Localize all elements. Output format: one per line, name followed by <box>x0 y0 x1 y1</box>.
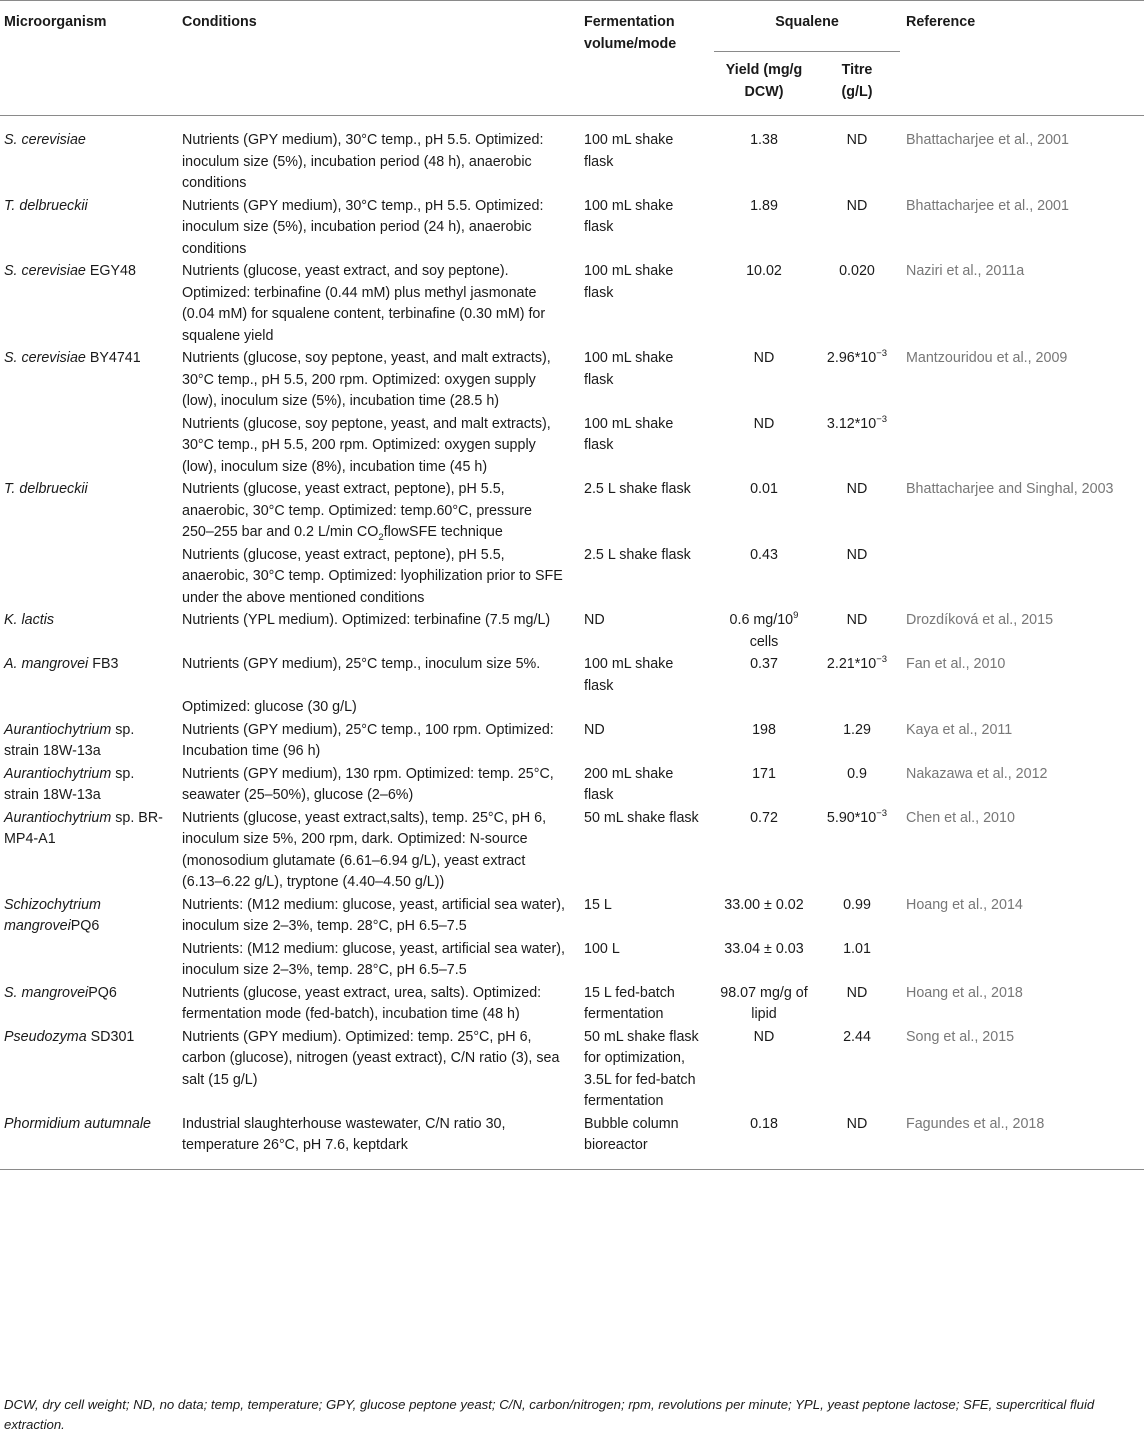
organism-name: A. mangrovei <box>4 656 89 672</box>
cell-microorganism <box>0 479 170 545</box>
cell-microorganism <box>0 610 170 654</box>
cell-yield: 33.00 ± 0.02 <box>724 896 804 913</box>
cell-reference[interactable] <box>900 939 1144 983</box>
yield-value: 0.6 mg/10 <box>729 612 794 628</box>
header-conditions: Conditions <box>182 14 257 30</box>
cell-microorganism <box>0 720 170 764</box>
cell-yield: 10.02 <box>746 263 782 279</box>
cell-fermentation: 100 mL shake flask <box>584 197 674 235</box>
organism-strain: sp. BR-MP4-A1 <box>4 809 163 847</box>
cell-yield: ND <box>753 1028 775 1045</box>
cell-reference[interactable]: Bhattacharjee et al., 2001 <box>906 132 1069 148</box>
cell-yield: 0.72 <box>750 809 778 826</box>
cell-fermentation: 15 L <box>584 896 612 913</box>
cell-fermentation: 50 mL shake flask <box>584 809 699 826</box>
table-row <box>0 545 1144 611</box>
titre-value: 0.020 <box>839 263 875 279</box>
organism-name: Aurantiochytrium <box>4 765 112 782</box>
table-row <box>0 1027 1144 1114</box>
cell-yield: 98.07 mg/g of lipid <box>720 984 808 1022</box>
organism-name: T. delbrueckii <box>4 197 88 214</box>
titre-exponent: −3 <box>876 413 888 425</box>
organism-name: S. cerevisiae <box>4 263 86 279</box>
organism-name: S. cerevisiae <box>4 132 86 148</box>
cell-microorganism <box>0 808 170 895</box>
cell-fermentation: 2.5 L shake flask <box>584 546 691 563</box>
table-row <box>0 983 1144 1027</box>
organism-name: T. delbrueckii <box>4 481 88 497</box>
cell-microorganism <box>0 196 170 262</box>
titre-exponent: −3 <box>876 348 888 359</box>
table-row <box>0 808 1144 895</box>
cell-microorganism <box>0 1114 170 1170</box>
header-yield: Yield (mg/g DCW) <box>725 62 803 100</box>
organism-strain: EGY48 <box>85 263 136 279</box>
cell-conditions: Industrial slaughterhouse wastewater, C/N ratio 30, temperature 26°C, pH 7.6, keptdark <box>182 1115 506 1153</box>
cell-titre <box>814 720 900 764</box>
cell-fermentation: 50 mL shake flask for optimization, 3.5L for fed-batch fermentation <box>584 1028 699 1109</box>
cell-reference[interactable]: Naziri et al., 2011a <box>906 263 1025 279</box>
titre-value: ND <box>846 1115 868 1132</box>
table-row <box>0 1114 1144 1170</box>
cell-fermentation: 100 mL shake flask <box>584 350 674 388</box>
cell-conditions: Nutrients (glucose, yeast extract, peptone), pH 5.5, anaerobic, 30°C temp. Optimized: lyophilization prior to SFE under the above mentioned conditions <box>182 546 563 606</box>
conditions-text: Optimized: glucose (30 g/L) <box>182 699 357 715</box>
table-row <box>0 764 1144 808</box>
cell-fermentation: ND <box>584 612 605 628</box>
cell-conditions: Nutrients (GPY medium), 130 rpm. Optimized: temp. 25°C, seawater (25–50%), glucose (2–6%) <box>182 765 554 803</box>
cell-titre <box>814 654 900 720</box>
table-row <box>0 720 1144 764</box>
cell-titre <box>814 808 900 895</box>
titre-value: 2.21*10 <box>826 656 877 672</box>
cell-fermentation: 15 L fed-batch fermentation <box>584 984 675 1022</box>
titre-value: ND <box>846 481 868 497</box>
cell-microorganism <box>0 348 170 414</box>
table-row <box>0 348 1144 414</box>
cell-reference[interactable]: Kaya et al., 2011 <box>906 721 1013 738</box>
organism-strain: PQ6 <box>88 984 117 1001</box>
cell-fermentation: 100 mL shake flask <box>584 263 674 301</box>
table-row <box>0 939 1144 983</box>
cell-titre <box>814 1114 900 1170</box>
cell-reference[interactable]: Hoang et al., 2014 <box>906 896 1023 913</box>
table-row <box>0 414 1144 480</box>
cell-reference[interactable]: Drozdíková et al., 2015 <box>906 612 1054 628</box>
header-fermentation: Fermentation volume/mode <box>584 14 677 52</box>
cell-yield <box>714 610 814 654</box>
cell-conditions: Nutrients (GPY medium). Optimized: temp. 25°C, pH 6, carbon (glucose), nitrogen (yeast extract), C/N ratio (3), sea salt (15 g/L) <box>182 1028 560 1088</box>
cell-titre <box>814 414 900 480</box>
cell-reference[interactable]: Hoang et al., 2018 <box>906 984 1023 1001</box>
cell-yield: 1.89 <box>750 197 778 214</box>
titre-value: ND <box>846 197 868 214</box>
cell-conditions: Nutrients: (M12 medium: glucose, yeast, artificial sea water), inoculum size 2–3%, temp. 28°C, pH 6.5–7.5 <box>182 896 565 934</box>
titre-value: ND <box>846 132 868 148</box>
titre-value: ND <box>846 546 868 563</box>
cell-titre <box>814 610 900 654</box>
cell-conditions: Nutrients (glucose, soy peptone, yeast, and malt extracts), 30°C temp., pH 5.5, 200 rpm. Optimized: oxygen supply (low), inoculum size (5%), incubation time (28.5 h) <box>182 350 551 409</box>
cell-conditions: Nutrients (glucose, yeast extract, urea, salts). Optimized: fermentation mode (fed-batch), incubation time (48 h) <box>182 984 542 1022</box>
conditions-text: Nutrients (glucose, yeast extract, peptone), pH 5.5, anaerobic, 30°C temp. Optimized: temp.60°C, pressure 250–255 bar and 0.2 L/min CO <box>182 481 532 540</box>
titre-value: ND <box>846 984 868 1001</box>
cell-titre <box>814 348 900 414</box>
organism-name: Phormidium autumnale <box>4 1115 152 1132</box>
cell-microorganism <box>0 545 170 611</box>
table-row <box>0 261 1144 348</box>
table-row <box>0 196 1144 262</box>
cell-yield: 0.43 <box>750 546 778 563</box>
cell-fermentation: 100 L <box>584 940 620 957</box>
titre-value: 5.90*10 <box>826 809 877 826</box>
cell-conditions: Nutrients (GPY medium), 25°C temp., 100 rpm. Optimized: Incubation time (96 h) <box>182 721 554 759</box>
cell-microorganism <box>0 261 170 348</box>
table-row <box>0 654 1144 720</box>
header-titre: Titre (g/L) <box>841 62 873 100</box>
cell-yield: 0.18 <box>750 1115 778 1132</box>
table-row <box>0 895 1144 939</box>
cell-microorganism <box>0 895 170 939</box>
cell-fermentation: 100 mL shake flask <box>584 132 674 170</box>
conditions-text: Nutrients (GPY medium), 25°C temp., inoculum size 5%. <box>182 656 541 672</box>
cell-reference[interactable]: Mantzouridou et al., 2009 <box>906 350 1068 366</box>
table-row <box>0 610 1144 654</box>
header-reference: Reference <box>906 14 976 30</box>
cell-reference[interactable]: Fan et al., 2010 <box>906 656 1006 672</box>
organism-strain: PQ6 <box>70 918 100 934</box>
cell-titre <box>814 895 900 939</box>
subscript: 2 <box>378 532 384 543</box>
cell-titre <box>814 545 900 611</box>
organism-name: Aurantiochytrium <box>4 721 112 738</box>
organism-name: Schizochytrium mangrovei <box>4 896 101 934</box>
cell-reference[interactable]: Chen et al., 2010 <box>906 809 1015 826</box>
cell-conditions: Nutrients (glucose, yeast extract,salts), temp. 25°C, pH 6, inoculum size 5%, 200 rpm, dark. Optimized: N-source (monosodium glutamate (6.61–6.94 g/L), yeast extract (6.13–6.22 g/L), tryptone (4.40–4.50 g/L)) <box>182 809 547 890</box>
cell-fermentation: 2.5 L shake flask <box>584 481 691 497</box>
cell-fermentation: 100 mL shake flask <box>584 656 674 694</box>
titre-value: 0.9 <box>847 765 867 782</box>
cell-microorganism <box>0 116 170 196</box>
titre-exponent: −3 <box>876 807 888 819</box>
cell-titre <box>814 196 900 262</box>
cell-microorganism <box>0 414 170 480</box>
cell-titre <box>814 939 900 983</box>
cell-titre <box>814 479 900 545</box>
cell-conditions <box>170 654 574 720</box>
cell-conditions: Nutrients (glucose, yeast extract, and soy peptone). Optimized: terbinafine (0.44 mM) plus methyl jasmonate (0.04 mM) for squalene content, terbinafine (0.30 mM) for squalene yield <box>182 263 546 344</box>
cell-reference[interactable]: Song et al., 2015 <box>906 1028 1015 1045</box>
cell-yield: 1.38 <box>750 132 778 148</box>
cell-conditions <box>170 479 574 545</box>
cell-conditions: Nutrients (GPY medium), 30°C temp., pH 5.5. Optimized: inoculum size (5%), incubation period (48 h), anaerobic conditions <box>182 132 544 191</box>
cell-fermentation: ND <box>584 721 605 738</box>
table-body <box>0 116 1144 1170</box>
cell-reference[interactable]: Nakazawa et al., 2012 <box>906 765 1048 782</box>
cell-fermentation: 100 mL shake flask <box>584 415 674 453</box>
cell-yield: ND <box>753 415 775 432</box>
titre-value: 2.96*10 <box>826 350 877 366</box>
titre-value: 1.29 <box>843 721 871 738</box>
organism-name: K. lactis <box>4 612 55 628</box>
cell-yield: 0.37 <box>750 656 778 672</box>
cell-fermentation: 200 mL shake flask <box>584 765 674 803</box>
titre-value: 1.01 <box>843 940 871 957</box>
cell-reference[interactable] <box>900 545 1144 611</box>
header-microorganism: Microorganism <box>4 14 107 30</box>
conditions-text: flowSFE technique <box>383 524 503 540</box>
cell-yield: ND <box>753 350 775 366</box>
header-row-1 <box>0 1 1144 52</box>
cell-microorganism <box>0 654 170 720</box>
cell-titre <box>814 764 900 808</box>
cell-yield: 171 <box>752 765 776 782</box>
titre-value: 0.99 <box>843 896 871 913</box>
organism-name: Aurantiochytrium <box>4 809 112 826</box>
cell-reference[interactable] <box>900 414 1144 480</box>
titre-value: 3.12*10 <box>826 415 877 432</box>
cell-microorganism <box>0 764 170 808</box>
organism-name: S. cerevisiae <box>4 350 86 366</box>
titre-value: ND <box>846 612 868 628</box>
organism-strain: sp. strain 18W-13a <box>4 721 135 759</box>
cell-microorganism <box>0 1027 170 1114</box>
yield-unit: cells <box>749 633 779 650</box>
cell-microorganism <box>0 983 170 1027</box>
cell-reference[interactable]: Bhattacharjee et al., 2001 <box>906 197 1069 214</box>
cell-yield: 33.04 ± 0.03 <box>724 940 804 957</box>
titre-exponent: −3 <box>876 654 888 665</box>
header-squalene: Squalene <box>714 1 900 52</box>
cell-reference[interactable]: Fagundes et al., 2018 <box>906 1115 1045 1132</box>
table-row <box>0 479 1144 545</box>
organism-strain: SD301 <box>86 1028 135 1045</box>
organism-name: Pseudozyma <box>4 1028 87 1045</box>
organism-strain: BY4741 <box>85 350 141 366</box>
organism-name: S. mangrovei <box>4 984 89 1001</box>
table-row <box>0 116 1144 196</box>
cell-conditions: Nutrients: (M12 medium: glucose, yeast, artificial sea water), inoculum size 2–3%, temp. 28°C, pH 6.5–7.5 <box>182 940 565 978</box>
organism-strain: sp. strain 18W-13a <box>4 765 135 803</box>
cell-titre <box>814 983 900 1027</box>
cell-yield: 0.01 <box>750 481 778 497</box>
cell-conditions: Nutrients (YPL medium). Optimized: terbinafine (7.5 mg/L) <box>182 612 551 628</box>
cell-conditions: Nutrients (GPY medium), 30°C temp., pH 5.5. Optimized: inoculum size (5%), incubation period (24 h), anaerobic conditions <box>182 197 544 257</box>
cell-titre <box>814 116 900 196</box>
titre-value: 2.44 <box>843 1028 871 1045</box>
spacer <box>182 676 566 698</box>
cell-titre <box>814 261 900 348</box>
cell-titre <box>814 1027 900 1114</box>
organism-strain: FB3 <box>88 656 119 672</box>
table-footnote: DCW, dry cell weight; ND, no data; temp, temperature; GPY, glucose peptone yeast; C/N, carbon/nitrogen; rpm, revolutions per minute; YPL, yeast peptone lactose; SFE, supercritical fluid extraction. <box>4 1397 1095 1432</box>
cell-fermentation: Bubble column bioreactor <box>584 1115 679 1153</box>
cell-reference[interactable]: Bhattacharjee and Singhal, 2003 <box>906 481 1114 497</box>
cell-conditions: Nutrients (glucose, soy peptone, yeast, and malt extracts), 30°C temp., pH 5.5, 200 rpm. Optimized: oxygen supply (low), inoculum size (8%), incubation time (45 h) <box>182 415 551 475</box>
cell-microorganism <box>0 939 170 983</box>
cell-yield: 198 <box>752 721 776 738</box>
superscript: 9 <box>793 610 799 621</box>
